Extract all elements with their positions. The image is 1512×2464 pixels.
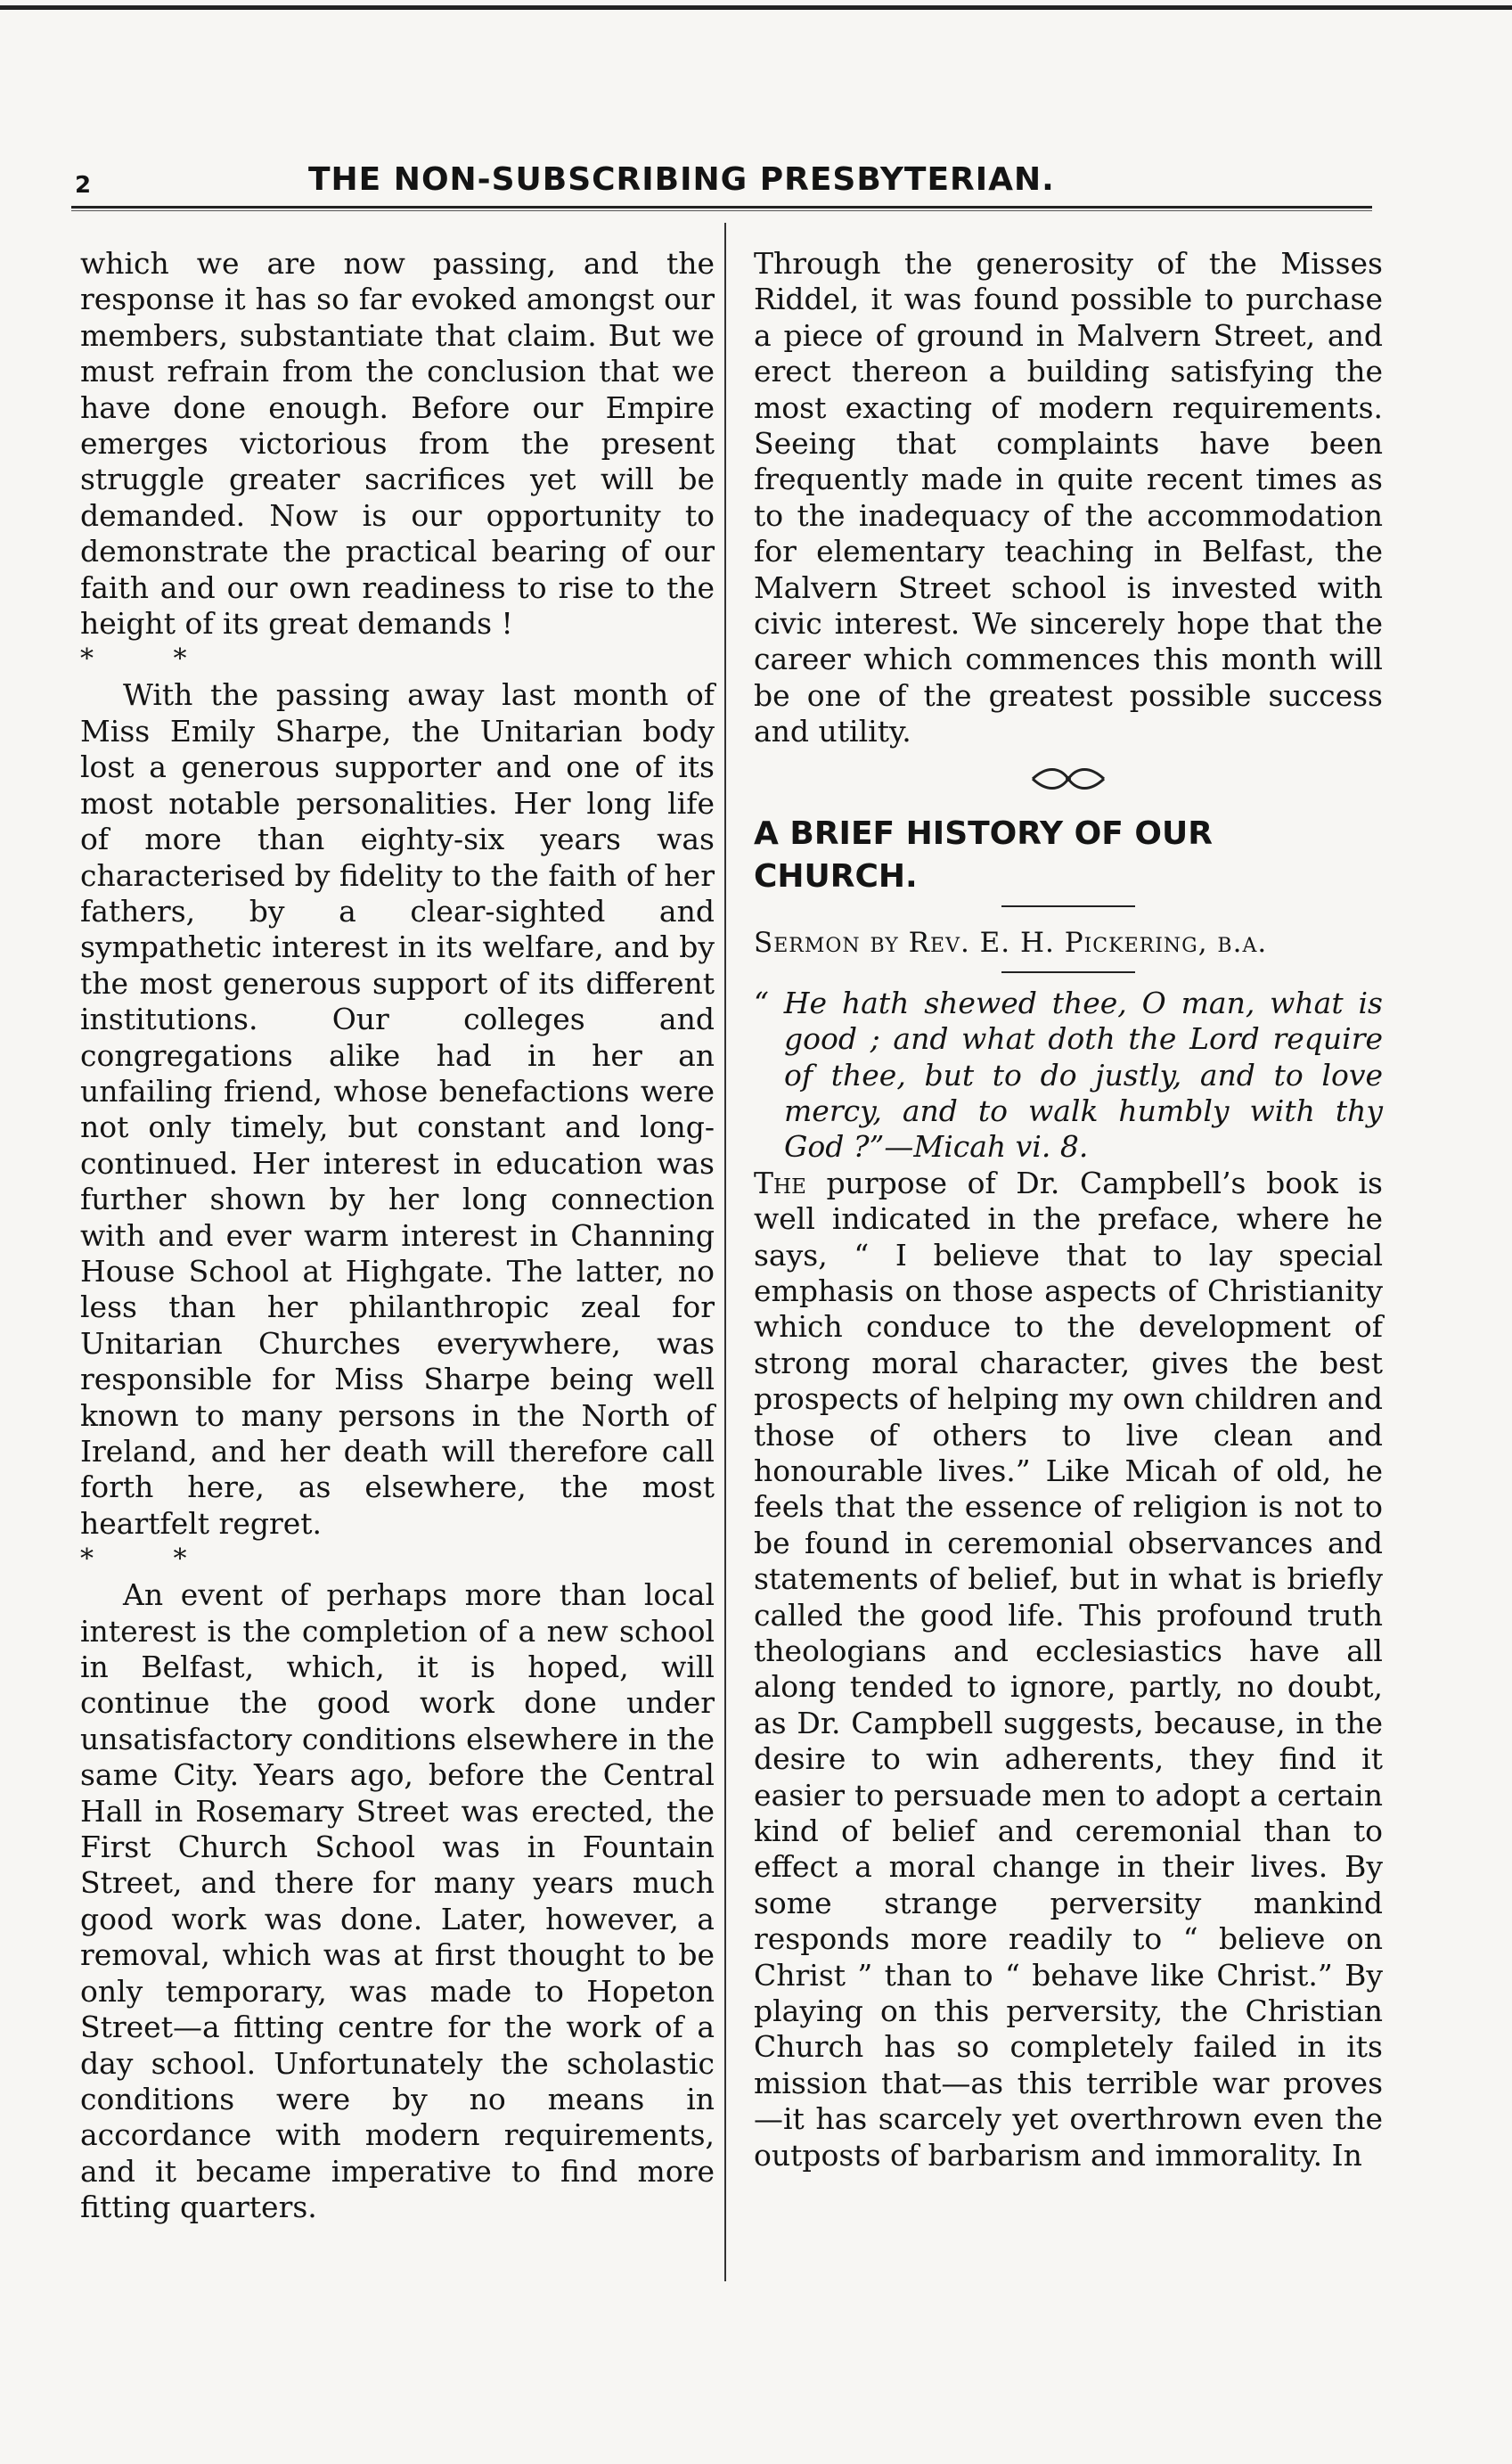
section-title — [754, 813, 1383, 898]
header-rule — [71, 206, 1372, 209]
scripture-epigraph: “ He hath shewed thee, O man, what is good ; and what doth the Lord require of thee, but to do justly, and to love mercy, and to walk humbly with thy God ?”—Micah vi. 8. — [754, 985, 1383, 1165]
section-title-line-1: A BRIEF HISTORY OF OUR — [754, 815, 1213, 852]
right-column — [754, 246, 1383, 2173]
section-separator: * * — [80, 1543, 223, 1576]
running-title: THE NON-SUBSCRIBING PRESBYTERIAN. — [308, 161, 1055, 198]
page-number: 2 — [75, 172, 92, 199]
top-border-rule — [0, 5, 1512, 10]
left-column — [80, 246, 715, 2226]
sermon-body-text: purpose of Dr. Campbell’s book is well indicated in the preface, where he says, “ I believe that to lay special emphasis on those aspects of Christianity which conduce to the development of strong moral character, gives the best prospects of helping my own children and those of others to live clean and honourable lives.” Like Micah of old, he feels that the essence of religion is not to be found in ceremonial observances and statements of belief, but in what is briefly called the good life. This profound truth theologians and ecclesiastics have all along tended to ignore, partly, no doubt, as Dr. Campbell suggests, because, in the desire to win adherents, they find it easier to persuade men to adopt a certain kind of belief and ceremonial than to effect a moral change in their lives. By some strange perversity mankind responds more readily to “ believe on Christ ” than to “ behave like Christ.” By playing on this perversity, the Christian Church has so completely failed in its mission that—as this terrible war proves—it has scarcely yet overthrown even the outposts of barbarism and immorality. In — [754, 1165, 1383, 2173]
sermon-lead-word: The — [754, 1165, 806, 1200]
section-title-line-2: CHURCH. — [754, 857, 918, 895]
page-header — [71, 156, 1390, 209]
right-paragraph-sermon — [754, 1166, 1383, 2173]
left-paragraph-school: An event of perhaps more than local interest is the completion of a new school in Belfast, which, it is hoped, will continue the good work done under unsatisfactory conditions elsewhere in the same City. Years ago, before the Central Hall in Rosemary Street was erected, the First Church School was in Fountain Street, and there for many years much good work was done. Later, however, a removal, which was at first thought to be only temporary, was made to Hopeton Street—a fitting centre for the work of a day school. Unfortunately the scholastic conditions were by no means in accordance with modern requirements, and it became imperative to find more fitting quarters. — [80, 1577, 715, 2225]
ornament-divider — [754, 761, 1383, 813]
section-separator: * * — [80, 643, 223, 675]
title-rule — [1001, 905, 1135, 907]
flourish-ornament-icon — [1028, 761, 1108, 797]
byline-rule — [1001, 971, 1135, 973]
sermon-byline: Sermon by Rev. E. H. Pickering, b.a. — [754, 926, 1268, 959]
left-paragraph-continued: which we are now passing, and the response it has so far evoked amongst our members, substantiate that claim. But we must refrain from the conclusion that we have done enough. Before our Empire emerges victorious from the present struggle greater sacrifices yet will be demanded. Now is our opportunity to demonstrate the practical bearing of our faith and our own readiness to rise to the height of its great demands ! — [80, 246, 715, 642]
right-paragraph-malvern: Through the generosity of the Misses Riddel, it was found possible to purchase a piece of ground in Malvern Street, and erect thereon a building satisfying the most exacting of modern requirements. Seeing that complaints have been frequently made in quite recent times as to the inadequacy of the accommodation for elementary teaching in Belfast, the Malvern Street school is invested with civic interest. We sincerely hope that the career which commences this month will be one of the greatest possible success and utility. — [754, 246, 1383, 749]
column-divider — [724, 223, 726, 2281]
left-paragraph-sharpe: With the passing away last month of Miss Emily Sharpe, the Unitarian body lost a generous supporter and one of its most notable personalities. Her long life of more than eighty-six years was characterised by fidelity to the faith of her fathers, by a clear-sighted and sympathetic interest in its welfare, and by the most generous support of its different institutions. Our colleges and congregations alike had in her an unfailing friend, whose benefactions were not only timely, but constant and long-continued. Her interest in education was further shown by her long connection with and ever warm interest in Channing House School at Highgate. The latter, no less than her philanthropic zeal for Unitarian Churches everywhere, was responsible for Miss Sharpe being well known to many persons in the North of Ireland, and her death will therefore call forth here, as elsewhere, the most heartfelt regret. — [80, 677, 715, 1541]
header-rule-thin — [71, 210, 1372, 211]
